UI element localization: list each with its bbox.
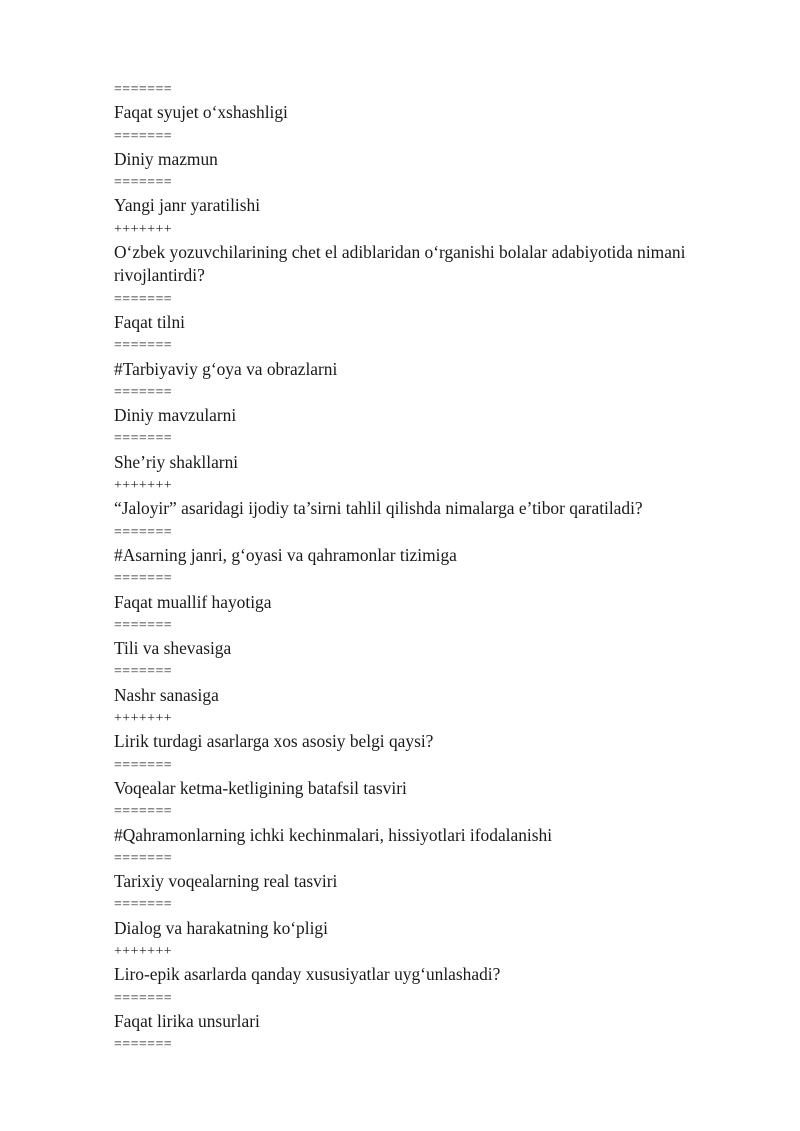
text-line: #Asarning janri, g‘oyasi va qahramonlar tizimiga [114,544,457,565]
separator-line: +++++++ [114,221,173,237]
text-line: Tili va shevasiga [114,638,232,659]
text-line: Tarixiy voqealarning real tasviri [114,871,338,892]
separator-line: ======= [114,384,173,400]
separator-line: ======= [114,82,173,97]
text-line: Diniy mavzularni [114,405,237,426]
text-line: Faqat syujet o‘xshashligi [114,102,288,123]
separator-line: +++++++ [114,711,173,727]
separator-line: ======= [114,431,173,447]
text-line: O‘zbek yozuvchilarining chet el adiblaridan o‘rganishi bolalar adabiyotida nimani rivojlantirdi? [114,242,690,286]
separator-line: ======= [114,571,173,587]
text-line: Faqat tilni [114,311,186,332]
separator-line: ======= [114,617,173,633]
text-line: “Jaloyir” asaridagi ijodiy ta’sirni tahlil qilishda nimalarga e’tibor qaratiladi? [114,498,643,519]
text-line: Nashr sanasiga [114,684,219,705]
separator-line: +++++++ [114,478,173,494]
document-page [114,78,754,1056]
separator-line: ======= [114,757,173,773]
text-line: Lirik turdagi asarlarga xos asosiy belgi qaysi? [114,731,434,752]
text-line: Faqat lirika unsurlari [114,1010,260,1031]
separator-line: ======= [114,128,173,144]
text-line: She’riy shakllarni [114,451,239,472]
text-line: #Tarbiyaviy g‘oya va obrazlarni [114,358,338,379]
separator-line: ======= [114,1037,173,1053]
separator-line: ======= [114,664,173,680]
separator-line: +++++++ [114,943,173,959]
text-line: Liro-epik asarlarda qanday xususiyatlar uyg‘unlashadi? [114,964,501,985]
separator-line: ======= [114,850,173,866]
text-line: Voqealar ketma-ketligining batafsil tasviri [114,777,407,798]
text-line: #Qahramonlarning ichki kechinmalari, hissiyotlari ifodalanishi [114,824,553,845]
text-line: Dialog va harakatning ko‘pligi [114,917,328,938]
separator-line: ======= [114,338,173,354]
separator-line: ======= [114,990,173,1006]
text-line: Diniy mazmun [114,148,218,169]
separator-line: ======= [114,804,173,820]
separator-line: ======= [114,291,173,307]
text-line: Faqat muallif hayotiga [114,591,272,612]
separator-line: ======= [114,897,173,913]
text-line: Yangi janr yaratilishi [114,195,261,216]
separator-line: ======= [114,175,173,191]
separator-line: ======= [114,524,173,540]
